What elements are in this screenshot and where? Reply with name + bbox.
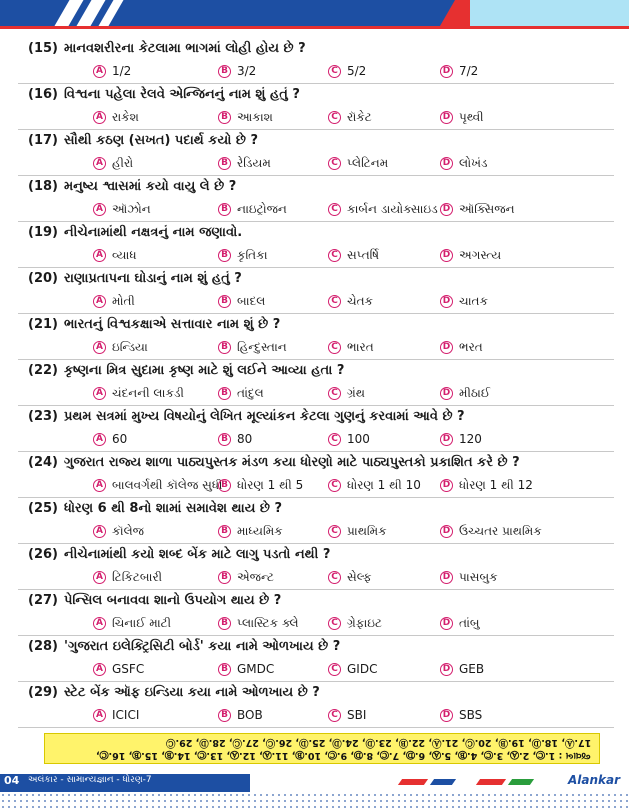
option-letter-circle: C	[328, 249, 341, 262]
option-a[interactable]	[93, 201, 151, 217]
option-letter-circle: A	[93, 525, 106, 538]
option-b[interactable]	[218, 385, 264, 401]
question-block	[18, 636, 614, 682]
option-b[interactable]	[218, 109, 273, 125]
option-d[interactable]	[440, 339, 483, 355]
option-value: મોતી	[112, 293, 135, 308]
option-d[interactable]	[440, 63, 478, 79]
option-a[interactable]	[93, 523, 144, 539]
option-d[interactable]	[440, 385, 490, 401]
option-value: ગ્રંથ	[347, 385, 365, 400]
option-a[interactable]	[93, 569, 162, 585]
question-text	[28, 409, 465, 424]
question-number: (15)	[28, 41, 58, 56]
option-value: 7/2	[459, 64, 479, 78]
option-value: ચેતક	[347, 293, 374, 308]
option-d[interactable]	[440, 661, 484, 677]
option-value: રૉકેટ	[347, 109, 372, 124]
option-value: તાંદુલ	[237, 385, 264, 400]
option-letter-circle: B	[218, 709, 231, 722]
option-b[interactable]	[218, 661, 274, 677]
option-value: ભરત	[459, 339, 483, 354]
option-letter-circle: B	[218, 111, 231, 124]
question-label: ગુજરાત રાજ્ય શાળા પાઠ્યપુસ્તક મંડળ કયા ધોરણો માટે પાઠ્યપુસ્તકો પ્રકાશિત કરે છે ?	[63, 455, 520, 470]
option-value: ધોરણ 1 થી 5	[237, 477, 304, 492]
question-block	[18, 176, 614, 222]
option-value: ઇન્ડિયા	[112, 339, 148, 354]
option-value: BOB	[237, 708, 263, 722]
question-number: (16)	[28, 87, 58, 102]
question-label: સ્ટેટ બેંક ઑફ ઇન્ડિયા કયા નામે ઓળખાય છે ?	[63, 685, 320, 700]
option-value: પ્રાથમિક	[347, 523, 387, 538]
option-letter-circle: A	[93, 571, 106, 584]
question-text	[28, 363, 344, 378]
banner-line	[0, 26, 629, 29]
option-d[interactable]	[440, 201, 515, 217]
option-value: લોખંડ	[459, 155, 488, 170]
option-value: માધ્યમિક	[237, 523, 283, 538]
option-letter-circle: C	[328, 479, 341, 492]
question-label: વિશ્વના પહેલા રેલવે એન્જિનનું નામ શું હતું ?	[63, 87, 300, 102]
option-value: GEB	[459, 662, 485, 676]
option-letter-circle: D	[440, 479, 453, 492]
option-letter-circle: B	[218, 663, 231, 676]
option-letter-circle: D	[440, 295, 453, 308]
option-value: અગસ્ત્ય	[459, 247, 502, 262]
question-block	[18, 360, 614, 406]
option-value: 5/2	[347, 64, 367, 78]
option-a[interactable]	[93, 477, 223, 493]
question-text	[28, 455, 520, 470]
option-d[interactable]	[440, 523, 542, 539]
option-value: સેલ્ફ	[347, 569, 372, 584]
option-letter-circle: A	[93, 479, 106, 492]
top-banner	[0, 0, 629, 34]
question-number: (21)	[28, 317, 58, 332]
option-value: બાદલ	[237, 293, 266, 308]
question-block	[18, 314, 614, 360]
option-value: ઑઝોન	[112, 201, 151, 216]
question-number: (23)	[28, 409, 58, 424]
option-a[interactable]	[93, 109, 139, 125]
option-value: GSFC	[112, 662, 145, 676]
option-c[interactable]	[328, 569, 372, 585]
question-block	[18, 452, 614, 498]
option-letter-circle: A	[93, 203, 106, 216]
option-value: પાસબુક	[459, 569, 498, 584]
option-d[interactable]	[440, 247, 501, 263]
option-letter-circle: D	[440, 663, 453, 676]
question-number: (22)	[28, 363, 58, 378]
option-value: પ્લાસ્ટિક ક્લે	[237, 615, 299, 630]
option-value: ટિકિટબારી	[112, 569, 163, 584]
question-block	[18, 268, 614, 314]
option-b[interactable]	[218, 707, 263, 723]
question-list	[18, 38, 614, 728]
question-block	[18, 38, 614, 84]
option-value: મીઠાઈ	[459, 385, 491, 400]
option-value: 80	[237, 432, 253, 446]
footer-stripe	[430, 779, 456, 785]
option-d[interactable]	[440, 155, 488, 171]
question-label: નીચેનામાંથી નક્ષત્રનું નામ જણાવો.	[63, 225, 243, 240]
question-block	[18, 406, 614, 452]
option-a[interactable]	[93, 63, 131, 79]
option-c[interactable]	[328, 431, 370, 447]
option-d[interactable]	[440, 569, 498, 585]
option-d[interactable]	[440, 293, 488, 309]
page-footer	[0, 770, 629, 809]
option-value: કાર્બન ડાયોક્સાઇડ	[347, 201, 438, 216]
option-c[interactable]	[328, 661, 377, 677]
question-text	[28, 501, 282, 516]
question-block	[18, 682, 614, 728]
option-letter-circle: D	[440, 203, 453, 216]
option-b[interactable]	[218, 615, 299, 631]
option-letter-circle: D	[440, 157, 453, 170]
option-value: 120	[459, 432, 482, 446]
question-number: (28)	[28, 639, 58, 654]
option-d[interactable]	[440, 477, 533, 493]
option-a[interactable]	[93, 155, 133, 171]
option-letter-circle: D	[440, 111, 453, 124]
option-letter-circle: B	[218, 249, 231, 262]
question-block	[18, 222, 614, 268]
option-letter-circle: B	[218, 295, 231, 308]
question-text	[28, 87, 300, 102]
option-letter-circle: C	[328, 65, 341, 78]
footer-dot-pattern	[0, 792, 629, 809]
option-letter-circle: A	[93, 341, 106, 354]
option-c[interactable]	[328, 615, 382, 631]
option-value: હિન્દુસ્તાન	[237, 339, 287, 354]
footer-stripe	[508, 779, 534, 785]
option-letter-circle: A	[93, 111, 106, 124]
option-value: વ્યાધ	[112, 247, 137, 262]
option-letter-circle: C	[328, 387, 341, 400]
option-value: રેડિયમ	[237, 155, 271, 170]
footer-title: અલંકાર - સામાન્યજ્ઞાન - ધોરણ-7	[28, 775, 152, 785]
option-value: તાંબુ	[459, 615, 480, 630]
option-letter-circle: B	[218, 203, 231, 216]
option-value: SBS	[459, 708, 483, 722]
option-b[interactable]	[218, 63, 256, 79]
option-letter-circle: A	[93, 249, 106, 262]
option-letter-circle: D	[440, 249, 453, 262]
question-number: (25)	[28, 501, 58, 516]
option-value: GMDC	[237, 662, 275, 676]
question-text	[28, 41, 306, 56]
option-letter-circle: A	[93, 663, 106, 676]
option-c[interactable]	[328, 247, 379, 263]
option-c[interactable]	[328, 339, 374, 355]
question-number: (17)	[28, 133, 58, 148]
option-value: સપ્તર્ષિ	[347, 247, 380, 262]
question-label: ધોરણ 6 થી 8નો શામાં સમાવેશ થાય છે ?	[63, 501, 282, 516]
question-text	[28, 685, 320, 700]
option-b[interactable]	[218, 155, 271, 171]
option-letter-circle: C	[328, 433, 341, 446]
question-block	[18, 84, 614, 130]
option-value: GIDC	[347, 662, 378, 676]
option-letter-circle: B	[218, 571, 231, 584]
option-value: ઉચ્ચતર પ્રાથમિક	[459, 523, 542, 538]
option-value: કૉલેજ	[112, 523, 144, 538]
option-c[interactable]	[328, 109, 372, 125]
option-value: ધોરણ 1 થી 10	[347, 477, 421, 492]
option-letter-circle: D	[440, 571, 453, 584]
option-value: ચંદનની લાકડી	[112, 385, 184, 400]
question-block	[18, 544, 614, 590]
option-letter-circle: D	[440, 525, 453, 538]
option-value: 3/2	[237, 64, 257, 78]
option-value: આકાશ	[237, 109, 273, 124]
question-number: (27)	[28, 593, 58, 608]
answer-key-line-1: 17.Ⓐ, 18.Ⓓ, 19.Ⓑ, 20.Ⓒ, 21.Ⓐ, 22.Ⓑ, 23.Ⓓ, 24.Ⓓ, 25.Ⓓ, 26.Ⓒ, 27.Ⓒ, 28.Ⓓ, 29.Ⓒ	[165, 737, 591, 748]
option-a[interactable]	[93, 293, 135, 309]
option-value: 1/2	[112, 64, 132, 78]
option-letter-circle: C	[328, 295, 341, 308]
option-value: પૃથ્વી	[459, 109, 484, 124]
page-number: 04	[4, 774, 20, 787]
question-label: પેન્સિલ બનાવવા શાનો ઉપયોગ થાય છે ?	[63, 593, 282, 608]
option-letter-circle: D	[440, 617, 453, 630]
option-c[interactable]	[328, 477, 421, 493]
option-value: SBI	[347, 708, 367, 722]
question-text	[28, 639, 340, 654]
option-a[interactable]	[93, 247, 137, 263]
question-text	[28, 133, 258, 148]
option-a[interactable]	[93, 707, 139, 723]
option-value: ભારત	[347, 339, 374, 354]
footer-stripe	[398, 779, 428, 785]
question-number: (29)	[28, 685, 58, 700]
option-letter-circle: C	[328, 341, 341, 354]
question-label: નીચેનામાંથી કયો શબ્દ બેંક માટે લાગુ પડતો નથી ?	[63, 547, 331, 562]
question-label: સૌથી કઠણ (સખત) પદાર્થ કયો છે ?	[63, 133, 259, 148]
option-letter-circle: B	[218, 617, 231, 630]
option-c[interactable]	[328, 201, 438, 217]
option-letter-circle: C	[328, 663, 341, 676]
option-letter-circle: C	[328, 111, 341, 124]
question-text	[28, 179, 236, 194]
question-number: (24)	[28, 455, 58, 470]
option-value: 100	[347, 432, 370, 446]
option-letter-circle: A	[93, 617, 106, 630]
option-letter-circle: A	[93, 157, 106, 170]
option-letter-circle: B	[218, 525, 231, 538]
option-value: રાકેશ	[112, 109, 139, 124]
question-number: (18)	[28, 179, 58, 194]
option-value: પ્લેટિનમ	[347, 155, 389, 170]
question-label: રાણાપ્રતાપના ઘોડાનું નામ શું હતું ?	[63, 271, 242, 286]
option-d[interactable]	[440, 707, 482, 723]
option-c[interactable]	[328, 63, 366, 79]
option-b[interactable]	[218, 201, 287, 217]
question-block	[18, 590, 614, 636]
option-letter-circle: C	[328, 571, 341, 584]
option-letter-circle: A	[93, 433, 106, 446]
option-value: ધોરણ 1 થી 12	[459, 477, 533, 492]
option-letter-circle: D	[440, 341, 453, 354]
question-label: ભારતનું વિશ્વકક્ષાએ સત્તાવાર નામ શું છે ?	[63, 317, 281, 332]
option-b[interactable]	[218, 293, 265, 309]
option-value: કૃતિકા	[237, 247, 268, 262]
question-label: મનુષ્ય શ્વાસમાં કયો વાયુ લે છે ?	[63, 179, 237, 194]
question-block	[18, 130, 614, 176]
option-letter-circle: B	[218, 479, 231, 492]
option-letter-circle: A	[93, 295, 106, 308]
option-letter-circle: B	[218, 341, 231, 354]
answer-key-line-2: જવાબ : 1.Ⓒ, 2.Ⓐ, 3.Ⓒ, 4.Ⓑ, 5.Ⓐ, 6.Ⓓ, 7.Ⓒ, 8.Ⓓ, 9.Ⓒ, 10.Ⓑ, 11.Ⓐ, 12.Ⓐ, 13.Ⓒ, 14.Ⓑ, 15.Ⓑ, 16.Ⓒ,	[96, 750, 591, 761]
option-b[interactable]	[218, 431, 252, 447]
option-value: એજન્ટ	[237, 569, 275, 584]
option-b[interactable]	[218, 523, 283, 539]
option-letter-circle: D	[440, 387, 453, 400]
banner-lightblue	[470, 0, 629, 26]
question-label: માનવશરીરના કેટલામા ભાગમાં લોહી હોય છે ?	[63, 41, 306, 56]
option-c[interactable]	[328, 385, 365, 401]
question-text	[28, 225, 242, 240]
option-value: બાલવર્ગથી કૉલેજ સુધી	[112, 477, 223, 492]
option-a[interactable]	[93, 661, 144, 677]
option-letter-circle: B	[218, 387, 231, 400]
option-d[interactable]	[440, 615, 480, 631]
option-value: હીરો	[112, 155, 134, 170]
question-text	[28, 547, 330, 562]
question-label: કૃષ્ણના મિત્ર સુદામા કૃષ્ણ માટે શું લઈને આવ્યા હતા ?	[63, 363, 345, 378]
question-block	[18, 498, 614, 544]
option-value: ગ્રેફાઇટ	[347, 615, 382, 630]
option-b[interactable]	[218, 569, 274, 585]
option-c[interactable]	[328, 707, 366, 723]
option-letter-circle: A	[93, 65, 106, 78]
option-letter-circle: C	[328, 157, 341, 170]
option-b[interactable]	[218, 477, 303, 493]
option-d[interactable]	[440, 431, 482, 447]
question-number: (26)	[28, 547, 58, 562]
question-label: 'ગુજરાત ઇલેક્ટ્રિસિટી બોર્ડ' કયા નામે ઓળખાય છે ?	[63, 639, 341, 654]
answer-key	[44, 733, 600, 764]
question-number: (20)	[28, 271, 58, 286]
option-b[interactable]	[218, 247, 268, 263]
option-a[interactable]	[93, 615, 171, 631]
option-value: ચિનાઈ માટી	[112, 615, 172, 630]
question-text	[28, 593, 281, 608]
option-letter-circle: A	[93, 387, 106, 400]
option-c[interactable]	[328, 155, 388, 171]
option-letter-circle: B	[218, 65, 231, 78]
question-text	[28, 271, 242, 286]
option-a[interactable]	[93, 431, 127, 447]
option-value: ચાતક	[459, 293, 488, 308]
option-letter-circle: B	[218, 157, 231, 170]
option-a[interactable]	[93, 385, 184, 401]
option-value: 60	[112, 432, 128, 446]
option-letter-circle: D	[440, 65, 453, 78]
option-letter-circle: A	[93, 709, 106, 722]
option-d[interactable]	[440, 109, 484, 125]
option-letter-circle: C	[328, 525, 341, 538]
option-a[interactable]	[93, 339, 148, 355]
option-letter-circle: C	[328, 617, 341, 630]
option-b[interactable]	[218, 339, 287, 355]
option-letter-circle: C	[328, 203, 341, 216]
option-letter-circle: B	[218, 433, 231, 446]
option-letter-circle: D	[440, 709, 453, 722]
question-number: (19)	[28, 225, 58, 240]
question-text	[28, 317, 280, 332]
option-c[interactable]	[328, 293, 373, 309]
option-value: ઑક્સિજન	[459, 201, 515, 216]
option-value: નાઇટ્રોજન	[237, 201, 287, 216]
footer-stripe	[476, 779, 506, 785]
option-c[interactable]	[328, 523, 387, 539]
option-letter-circle: C	[328, 709, 341, 722]
publisher-logo: Alankar	[568, 773, 621, 787]
option-value: ICICI	[112, 708, 140, 722]
option-letter-circle: D	[440, 433, 453, 446]
question-label: પ્રથમ સત્રમાં મુખ્ય વિષયોનું લેખિત મૂલ્યાંકન કેટલા ગુણનું કરવામાં આવે છે ?	[63, 409, 465, 424]
